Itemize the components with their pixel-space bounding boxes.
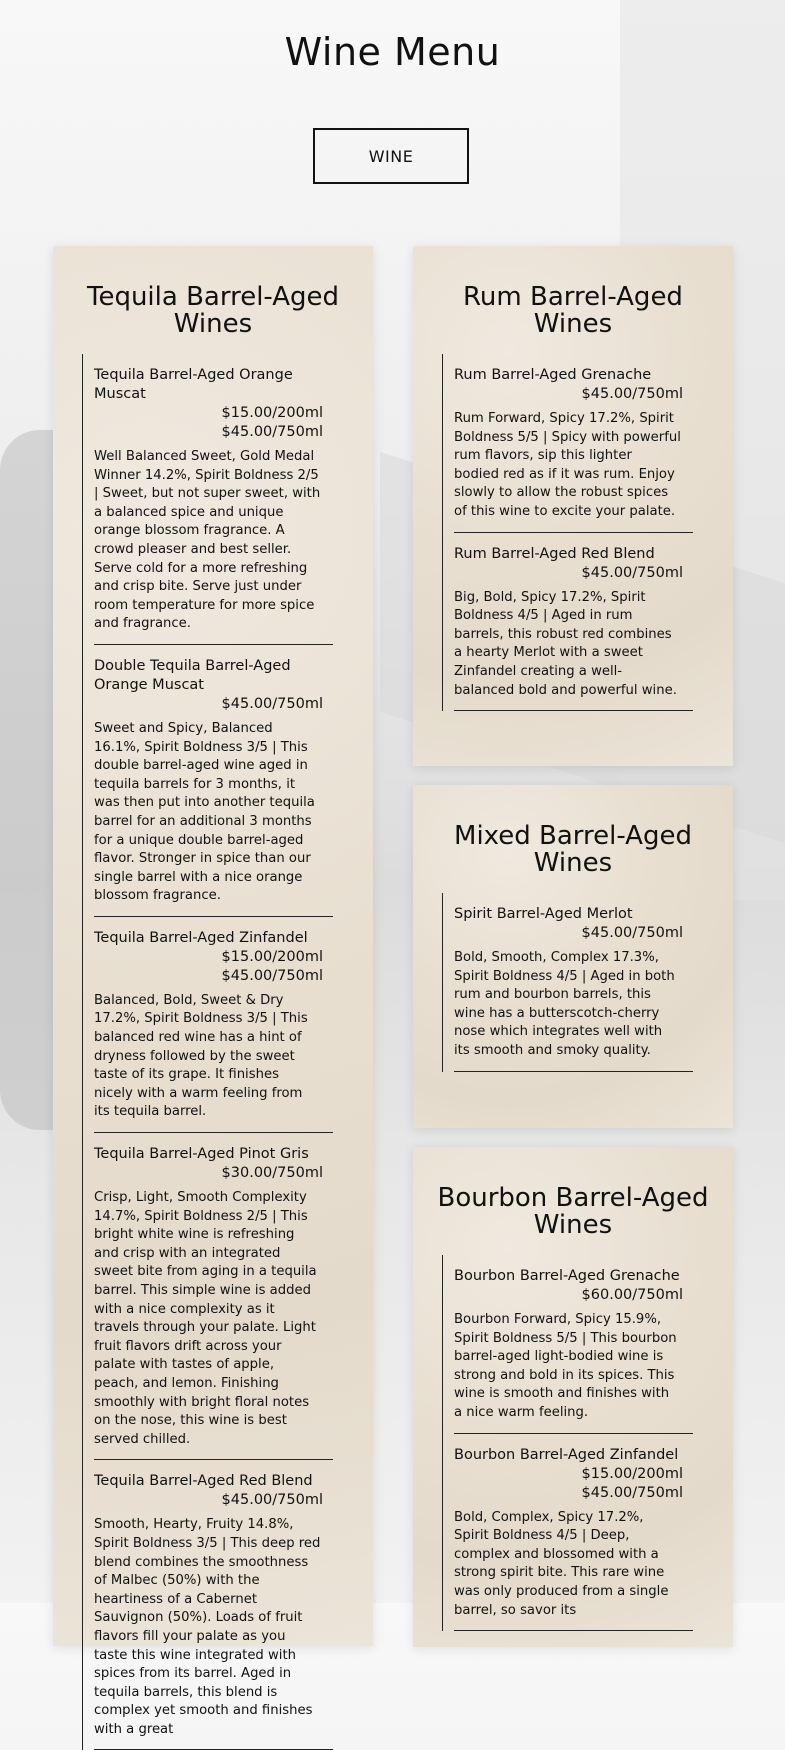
item-price: $45.00/750ml xyxy=(581,386,683,402)
item-description: Balanced, Bold, Sweet & Dry 17.2%, Spirit Boldness 3/5 | This balanced red wine has a hint of dryness followed by the sweet taste of its grape. It finishes nicely with a warm feeling from its tequila barrel. xyxy=(94,992,308,1120)
item-price: $15.00/200ml xyxy=(221,405,323,421)
item-price: $45.00/750ml xyxy=(221,1492,323,1509)
item-name: Rum Barrel-Aged Grenache xyxy=(454,367,652,383)
menu-item xyxy=(454,354,693,533)
menu-item xyxy=(94,917,333,1133)
menu-list xyxy=(82,354,333,1750)
page-title: Wine Menu xyxy=(284,30,501,74)
menu-card-rum xyxy=(413,246,733,766)
item-description: Smooth, Hearty, Fruity 14.8%, Spirit Boldness 3/5 | This deep red blend combines the smoothness of Malbec (50%) with the heartiness of a Cabernet Sauvignon (50%). Loads of fruit flavors fill your palate as you taste this wine integrated with spices from its barrel. Aged in tequila barrels, this blend is complex yet smooth and finishes with a great xyxy=(94,1517,321,1737)
item-price: $15.00/200ml xyxy=(581,1465,683,1482)
menu-card-tequila xyxy=(53,246,373,1737)
item-description: Bold, Smooth, Complex 17.3%, Spirit Boldness 4/5 | Aged in both rum and bourbon barrels, this wine has a butterscotch-cherry nose which integrates well with its smooth and smoky quality. xyxy=(454,950,675,1058)
item-price: $15.00/200ml xyxy=(221,948,323,965)
section-title: Mixed Barrel-Aged Wines xyxy=(454,821,692,878)
tab-wine[interactable]: WINE xyxy=(313,128,469,184)
item-name: Double Tequila Barrel-Aged Orange Muscat xyxy=(94,657,291,693)
menu-list xyxy=(442,893,693,1072)
item-name: Tequila Barrel-Aged Orange Muscat xyxy=(94,367,293,402)
menu-card-bourbon xyxy=(413,1147,733,1647)
item-price: $45.00/750ml xyxy=(221,424,323,440)
item-price: $60.00/750ml xyxy=(581,1287,683,1303)
item-price: $45.00/750ml xyxy=(221,695,323,712)
menu-card-mixed xyxy=(413,785,733,1128)
item-name: Tequila Barrel-Aged Red Blend xyxy=(94,1473,313,1490)
item-price: $45.00/750ml xyxy=(581,1484,683,1501)
menu-item xyxy=(454,1255,693,1434)
item-description: Rum Forward, Spicy 17.2%, Spirit Boldness 5/5 | Spicy with powerful rum flavors, sip this lighter bodied red as if it was rum. Enjoy slowly to allow the robust spices of this wine to excite your palate. xyxy=(454,411,681,519)
menu-item xyxy=(454,1434,693,1632)
menu-item xyxy=(94,1460,333,1750)
item-name: Bourbon Barrel-Aged Grenache xyxy=(454,1268,680,1284)
menu-item xyxy=(94,1133,333,1460)
menu-item xyxy=(94,645,333,917)
section-title: Tequila Barrel-Aged Wines xyxy=(86,282,340,339)
item-description: Sweet and Spicy, Balanced 16.1%, Spirit Boldness 3/5 | This double barrel-aged wine aged in tequila barrels for 3 months, it was then put into another tequila barrel for an additional 3 months for a unique double barrel-aged flavor. Stronger in spice than our single barrel with a nice orange blossom fragrance. xyxy=(94,720,315,904)
item-name: Tequila Barrel-Aged Zinfandel xyxy=(94,929,308,946)
menu-item xyxy=(454,893,693,1072)
item-name: Tequila Barrel-Aged Pinot Gris xyxy=(94,1146,309,1163)
menu-list xyxy=(442,1255,693,1631)
item-price: $30.00/750ml xyxy=(221,1165,323,1182)
item-price: $45.00/750ml xyxy=(581,925,683,941)
menu-item xyxy=(94,354,333,645)
menu-list xyxy=(442,354,693,711)
item-description: Big, Bold, Spicy 17.2%, Spirit Boldness 4/5 | Aged in rum barrels, this robust red combines a hearty Merlot with a sweet Zinfandel creating a well-balanced bold and powerful wine. xyxy=(454,589,677,698)
item-name: Spirit Barrel-Aged Merlot xyxy=(454,906,633,922)
item-name: Rum Barrel-Aged Red Blend xyxy=(454,545,655,562)
section-title: Bourbon Barrel-Aged Wines xyxy=(437,1183,709,1240)
item-description: Bold, Complex, Spicy 17.2%, Spirit Boldness 4/5 | Deep, complex and blossomed with a strong spirit bite. This rare wine was only produced from a single barrel, so savor its xyxy=(454,1509,669,1618)
section-title: Rum Barrel-Aged Wines xyxy=(463,282,683,339)
item-description: Bourbon Forward, Spicy 15.9%, Spirit Boldness 5/5 | This bourbon barrel-aged light-bodied wine is strong and bold in its spices. This wine is smooth and finishes with a nice warm feeling. xyxy=(454,1312,677,1420)
item-description: Crisp, Light, Smooth Complexity 14.7%, Spirit Boldness 2/5 | This bright white wine is refreshing and crisp with an integrated sweet bite from aging in a tequila barrel. This simple wine is added with a nice complexity as it travels through your palate. Light fruit flavors drift across your palate with tastes of apple, peach, and lemon. Finishing smoothly with bright floral notes on the nose, this wine is best served chilled. xyxy=(94,1190,317,1447)
item-name: Bourbon Barrel-Aged Zinfandel xyxy=(454,1446,679,1463)
item-price: $45.00/750ml xyxy=(581,564,683,581)
item-description: Well Balanced Sweet, Gold Medal Winner 14.2%, Spirit Boldness 2/5 | Sweet, but not super sweet, with a balanced spice and unique orange blossom fragrance. A crowd pleaser and best seller. Serve cold for a more refreshing and crisp bite. Serve just under room temperature for more spice and fragrance. xyxy=(94,449,321,632)
menu-item xyxy=(454,533,693,712)
item-price: $45.00/750ml xyxy=(221,967,323,984)
